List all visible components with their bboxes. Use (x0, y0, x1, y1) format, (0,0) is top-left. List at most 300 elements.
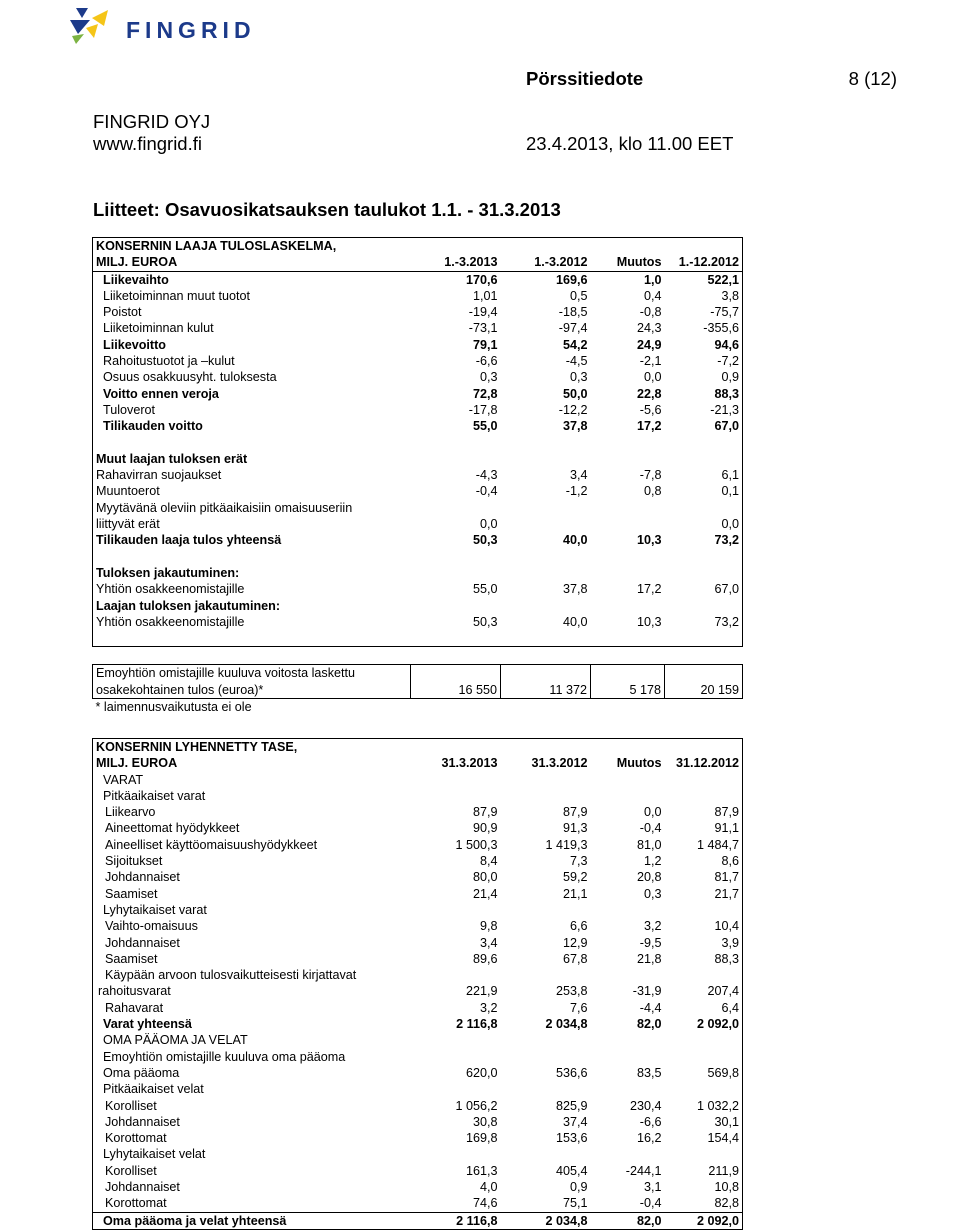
balance-row-label: Saamiset (105, 886, 158, 901)
balance-row-label: Rahavarat (105, 1000, 164, 1015)
income-row (93, 483, 743, 499)
balance-row-value: 1 484,7 (696, 837, 739, 852)
balance-row-value: 7,6 (569, 1000, 588, 1015)
income-col-header: 1.-3.2013 (444, 255, 498, 270)
balance-row-value: 230,4 (629, 1098, 662, 1113)
eps-table (92, 664, 743, 716)
balance-row-label: Oma pääoma ja velat yhteensä (93, 1212, 411, 1229)
balance-row (93, 1000, 743, 1016)
balance-row-value (411, 967, 501, 983)
income-row-label: Rahoitustuotot ja –kulut (103, 354, 235, 369)
income-row (93, 532, 743, 548)
income-row-label: Rahavirran suojaukset (96, 468, 222, 483)
balance-row (93, 1130, 743, 1146)
balance-row-value: 87,9 (714, 805, 739, 820)
income-row-label: Voitto ennen veroja (103, 386, 219, 401)
balance-row (93, 902, 743, 918)
income-row-label: Poistot (103, 305, 142, 320)
eps-value: 11 372 (501, 682, 591, 699)
income-row-value: 0,8 (643, 484, 662, 499)
balance-row-label: Liikearvo (105, 805, 156, 820)
income-row-value: -75,7 (710, 305, 739, 320)
balance-row-value (411, 1032, 501, 1048)
income-row-value: 55,0 (472, 419, 498, 434)
income-row-value (501, 549, 591, 565)
income-row-value (411, 500, 501, 516)
balance-row-value: 10,4 (714, 919, 739, 934)
income-row-value: 522,1 (665, 271, 743, 288)
income-row-value: 0,3 (479, 370, 498, 385)
balance-row (93, 788, 743, 804)
income-title-line2: MILJ. EUROA (96, 255, 178, 270)
income-row-value (411, 435, 501, 451)
release-datetime: 23.4.2013, klo 11.00 EET (526, 133, 734, 154)
income-row (93, 581, 743, 597)
balance-row-value (501, 1081, 591, 1097)
income-row-value (501, 598, 591, 614)
balance-row-value: 154,4 (707, 1131, 739, 1146)
balance-row-value: 161,3 (465, 1163, 498, 1178)
income-row-value: 37,8 (562, 582, 588, 597)
balance-row-value (411, 902, 501, 918)
balance-row-value (411, 1146, 501, 1162)
income-row (93, 337, 743, 353)
balance-row-value: 91,1 (714, 821, 739, 836)
income-row-value (591, 516, 665, 532)
balance-row (93, 886, 743, 902)
income-row (93, 271, 743, 288)
income-row-value: 50,3 (472, 614, 498, 629)
eps-value: 20 159 (665, 682, 743, 699)
income-row (93, 320, 743, 336)
balance-row-value: 30,8 (472, 1114, 498, 1129)
income-row-label (93, 630, 411, 647)
balance-row-value: -6,6 (639, 1114, 662, 1129)
income-row-value (665, 451, 743, 467)
balance-row-value (501, 1032, 591, 1048)
balance-row-value: 8,4 (479, 854, 498, 869)
income-row-value (411, 630, 501, 647)
balance-row-value: 536,6 (555, 1065, 588, 1080)
income-row-value: 22,8 (636, 386, 662, 401)
balance-row-value: 12,9 (562, 935, 588, 950)
balance-row-label: Vaihto-omaisuus (105, 919, 198, 934)
income-row-value: 73,2 (714, 614, 739, 629)
balance-row-value (591, 967, 665, 983)
balance-row-value: 9,8 (479, 919, 498, 934)
balance-row-value: 1 419,3 (545, 837, 588, 852)
income-row-value: 40,0 (562, 614, 588, 629)
income-row-label: Tilikauden voitto (103, 419, 203, 434)
balance-row (93, 820, 743, 836)
balance-row (93, 1016, 743, 1032)
balance-row-value: 16,2 (636, 1131, 662, 1146)
balance-row-value: 81,7 (714, 870, 739, 885)
balance-row-value: -0,4 (639, 1196, 662, 1211)
balance-row-value: 2 034,8 (501, 1212, 591, 1229)
income-row (93, 304, 743, 320)
balance-row-value: 59,2 (562, 870, 588, 885)
balance-row-value: 6,4 (721, 1000, 739, 1015)
income-row (93, 630, 743, 647)
balance-row-value: 88,3 (714, 951, 739, 966)
balance-row-value: 20,8 (636, 870, 662, 885)
balance-row-value: 2 116,8 (411, 1212, 501, 1229)
balance-row (93, 935, 743, 951)
income-row (93, 402, 743, 418)
balance-row-value: 825,9 (555, 1098, 588, 1113)
income-title-line1: KONSERNIN LAAJA TULOSLASKELMA, (96, 239, 337, 253)
balance-row-label: Korottomat (105, 1196, 167, 1211)
income-row-value: 3,4 (569, 468, 588, 483)
income-row-value: -2,1 (639, 354, 662, 369)
income-row-value: 40,0 (562, 533, 588, 548)
balance-row-label: OMA PÄÄOMA JA VELAT (103, 1033, 248, 1048)
balance-row (93, 804, 743, 820)
income-row-label: Liikevoitto (103, 337, 166, 352)
balance-row-label: Korolliset (105, 1163, 157, 1178)
income-row-value: 17,2 (636, 419, 662, 434)
income-row (93, 500, 743, 516)
income-row-value: 73,2 (714, 533, 739, 548)
balance-row (93, 1065, 743, 1081)
eps-value: 5 178 (591, 682, 665, 699)
balance-row-label: Johdannaiset (105, 1114, 180, 1129)
income-row-value: 10,3 (636, 533, 662, 548)
balance-row-value: 620,0 (465, 1065, 498, 1080)
balance-row-value: 82,8 (714, 1196, 739, 1211)
balance-row-value: 3,4 (479, 935, 498, 950)
income-row-value: 0,9 (721, 370, 739, 385)
balance-row-value: 253,8 (555, 984, 588, 999)
income-row-value: 88,3 (714, 386, 739, 401)
balance-title-line2: MILJ. EUROA (96, 756, 178, 771)
eps-footnote: * laimennusvaikutusta ei ole (95, 700, 252, 714)
balance-row (93, 983, 743, 999)
income-row-label: Yhtiön osakkeenomistajille (96, 614, 245, 629)
income-row-value: 169,6 (501, 271, 591, 288)
income-row-value (591, 565, 665, 581)
income-row (93, 516, 743, 532)
income-row-value (591, 598, 665, 614)
balance-row-value: 10,8 (714, 1180, 739, 1195)
balance-row (93, 951, 743, 967)
balance-row-label: Emoyhtiön omistajille kuuluva oma pääoma (103, 1049, 346, 1064)
balance-row-value: 37,4 (562, 1114, 588, 1129)
balance-row-value (411, 1049, 501, 1065)
balance-row-value: 0,9 (569, 1180, 588, 1195)
income-row-value (411, 565, 501, 581)
income-row (93, 369, 743, 385)
income-row (93, 614, 743, 630)
income-row-value: 1,0 (591, 271, 665, 288)
balance-row-value (665, 772, 743, 788)
income-row-value (591, 435, 665, 451)
balance-row-value: 1 056,2 (455, 1098, 498, 1113)
income-row-value: -19,4 (468, 305, 498, 320)
balance-row-value (591, 1081, 665, 1097)
balance-row-label: rahoitusvarat (98, 984, 171, 999)
income-row-label: Liikevaihto (93, 271, 411, 288)
income-row (93, 418, 743, 434)
income-row-value: -12,2 (558, 402, 588, 417)
income-row (93, 565, 743, 581)
income-row-value: 0,0 (479, 517, 498, 532)
balance-row-label: Johdannaiset (105, 870, 180, 885)
income-row-value (591, 630, 665, 647)
balance-row-value: 211,9 (708, 1163, 739, 1178)
income-row-value (501, 451, 591, 467)
income-row-value: 1,01 (472, 288, 498, 303)
balance-row-value (591, 1146, 665, 1162)
balance-row-value: 75,1 (562, 1196, 588, 1211)
balance-row-value: 67,8 (562, 951, 588, 966)
balance-row-value: 21,7 (714, 886, 739, 901)
balance-col-header: 31.12.2012 (675, 756, 739, 771)
balance-row-value (411, 788, 501, 804)
income-header-row (93, 254, 743, 271)
income-row-value: -1,2 (565, 484, 588, 499)
balance-row-value: 91,3 (562, 821, 588, 836)
balance-row-value: 1,2 (643, 854, 662, 869)
income-row-value: -5,6 (639, 402, 662, 417)
balance-row-value: 569,8 (707, 1065, 739, 1080)
income-row-value: 79,1 (472, 337, 498, 352)
balance-row-value: 4,0 (479, 1180, 498, 1195)
income-col-header: Muutos (616, 255, 662, 270)
income-row-label: Tuloksen jakautuminen: (96, 565, 240, 580)
balance-row-value: 153,6 (555, 1131, 588, 1146)
income-row-value: -355,6 (703, 321, 739, 336)
balance-row (93, 1032, 743, 1048)
income-col-header: 1.-3.2012 (534, 255, 588, 270)
balance-row-value (501, 902, 591, 918)
balance-row-value: 8,6 (721, 854, 739, 869)
income-row-label (93, 435, 411, 451)
income-row (93, 467, 743, 483)
balance-row-value: 6,6 (569, 919, 588, 934)
income-row-value: 37,8 (562, 419, 588, 434)
balance-row-label: Lyhytaikaiset velat (103, 1147, 206, 1162)
income-row-value: 0,5 (569, 288, 588, 303)
balance-row-value: 81,0 (636, 837, 662, 852)
balance-row-value: 87,9 (562, 805, 588, 820)
balance-row-value: 21,8 (636, 951, 662, 966)
fingrid-logo (68, 4, 308, 46)
balance-row-label: Lyhytaikaiset varat (103, 902, 207, 917)
balance-row-value: -0,4 (639, 821, 662, 836)
balance-row-value: 89,6 (472, 951, 498, 966)
income-row-value (501, 500, 591, 516)
balance-row-label: Johdannaiset (105, 1180, 180, 1195)
balance-sheet-table (92, 738, 743, 1230)
income-row-value: 3,8 (721, 288, 739, 303)
balance-row-value: 0,0 (643, 805, 662, 820)
income-row-label: Muuntoerot (96, 484, 160, 499)
income-row (93, 288, 743, 304)
income-row-value (501, 516, 591, 532)
income-row (93, 451, 743, 467)
section-title: Liitteet: Osavuosikatsauksen taulukot 1.1. - 31.3.2013 (93, 199, 561, 220)
balance-row-label: Käypään arvoon tulosvaikutteisesti kirjattavat (105, 968, 357, 983)
income-row-value: 94,6 (714, 337, 739, 352)
balance-row (93, 967, 743, 983)
logo-wordmark: FINGRID (126, 17, 256, 43)
income-row (93, 598, 743, 614)
income-row-label: Laajan tuloksen jakautuminen: (96, 598, 281, 613)
income-row-value: -4,5 (565, 354, 588, 369)
balance-row (93, 1212, 743, 1229)
balance-title-line1: KONSERNIN LYHENNETTY TASE, (96, 740, 298, 754)
income-statement-table (92, 237, 743, 647)
income-row-value (665, 500, 743, 516)
balance-row (93, 1146, 743, 1162)
income-row-value: 54,2 (562, 337, 588, 352)
income-row-value: 67,0 (714, 582, 739, 597)
balance-row (93, 918, 743, 934)
balance-row-value: 1 500,3 (455, 837, 498, 852)
balance-row-value (665, 788, 743, 804)
balance-row-label: Saamiset (105, 951, 158, 966)
income-row-value: 55,0 (472, 582, 498, 597)
balance-row (93, 1179, 743, 1195)
balance-row-value: 3,2 (479, 1000, 498, 1015)
balance-row-value (591, 902, 665, 918)
income-row-value: 24,9 (636, 337, 662, 352)
balance-row (93, 1081, 743, 1097)
balance-row-label: Pitkäaikaiset varat (103, 788, 206, 803)
income-row-label: Tilikauden laaja tulos yhteensä (96, 533, 282, 548)
balance-col-header: Muutos (616, 756, 662, 771)
balance-row-label: Korottomat (105, 1131, 167, 1146)
company-name: FINGRID OYJ (93, 111, 211, 132)
balance-row-label: VARAT (103, 772, 144, 787)
income-row-value (665, 565, 743, 581)
balance-row-value: 2 092,0 (696, 1017, 739, 1032)
income-row-value (591, 451, 665, 467)
balance-row (93, 772, 743, 788)
balance-row (93, 1098, 743, 1114)
balance-row-value: 3,9 (721, 935, 739, 950)
balance-row (93, 853, 743, 869)
income-row-value: -7,2 (717, 354, 739, 369)
balance-row-value: 83,5 (636, 1065, 662, 1080)
income-row-value (501, 630, 591, 647)
income-row-value (665, 598, 743, 614)
page-number: 8 (12) (848, 68, 897, 89)
income-row-value: 0,0 (643, 370, 662, 385)
balance-row-value: 82,0 (636, 1017, 662, 1032)
balance-row-value: -244,1 (625, 1163, 662, 1178)
income-row (93, 386, 743, 402)
eps-value: 16 550 (411, 682, 501, 699)
balance-row-value (501, 1049, 591, 1065)
balance-row-value (665, 1081, 743, 1097)
income-row-value (665, 630, 743, 647)
income-row-label: Tuloverot (103, 402, 156, 417)
balance-col-header: 31.3.2012 (531, 756, 588, 771)
balance-row-value: 1 032,2 (696, 1098, 739, 1113)
balance-row-value: -9,5 (639, 935, 662, 950)
income-row-value: 0,1 (721, 484, 739, 499)
balance-row-label: Pitkäaikaiset velat (103, 1082, 204, 1097)
balance-row-value: 3,1 (643, 1180, 662, 1195)
balance-row (93, 1114, 743, 1130)
income-row-value: 24,3 (636, 321, 662, 336)
balance-row-label: Oma pääoma (103, 1065, 180, 1080)
income-row-value: -4,3 (475, 468, 498, 483)
balance-row-value: 21,1 (562, 886, 588, 901)
balance-row (93, 1163, 743, 1179)
income-row-value: 0,4 (643, 288, 662, 303)
balance-row-value (591, 772, 665, 788)
balance-row-value: 30,1 (714, 1114, 739, 1129)
balance-row (93, 837, 743, 853)
balance-row-label: Varat yhteensä (103, 1017, 192, 1032)
website: www.fingrid.fi (93, 133, 202, 154)
income-row-value: -0,8 (639, 305, 662, 320)
balance-row-value: 74,6 (472, 1196, 498, 1211)
income-row-value: 170,6 (411, 271, 501, 288)
income-row-value: 0,3 (569, 370, 588, 385)
balance-row-value: 80,0 (472, 870, 498, 885)
balance-row-value (501, 967, 591, 983)
income-row-label (93, 549, 411, 565)
income-row-value (501, 435, 591, 451)
balance-row-label: Johdannaiset (105, 935, 180, 950)
balance-row-value: 207,4 (707, 984, 739, 999)
balance-row-value: 21,4 (472, 886, 498, 901)
income-row-value (501, 565, 591, 581)
balance-row-value: -4,4 (639, 1000, 662, 1015)
balance-row-value (665, 1032, 743, 1048)
balance-row-value: 2 116,8 (456, 1017, 498, 1032)
income-title-row (93, 238, 743, 255)
balance-row-value: 82,0 (591, 1212, 665, 1229)
income-row-value: 0,0 (721, 517, 739, 532)
balance-row-value (591, 788, 665, 804)
balance-row-value (665, 902, 743, 918)
press-release-title: Pörssitiedote (526, 68, 644, 89)
income-row-value: 10,3 (636, 614, 662, 629)
income-row-value: 17,2 (636, 582, 662, 597)
income-row-label: liittyvät erät (96, 517, 160, 532)
income-row-value (411, 549, 501, 565)
balance-row-value: 405,4 (555, 1163, 588, 1178)
income-row-value: 50,0 (562, 386, 588, 401)
balance-row-value (411, 1081, 501, 1097)
balance-row-value: 2 034,8 (545, 1017, 588, 1032)
income-row-value (591, 549, 665, 565)
balance-row (93, 869, 743, 885)
income-row-label: Osuus osakkuusyht. tuloksesta (103, 370, 277, 385)
balance-row-label: Sijoitukset (105, 854, 163, 869)
balance-row-value (411, 772, 501, 788)
income-row-value: -6,6 (475, 354, 498, 369)
eps-label-line2: osakekohtainen tulos (euroa)* (93, 682, 411, 699)
balance-row-label: Korolliset (105, 1098, 157, 1113)
balance-row-value: 0,3 (643, 886, 662, 901)
income-row-value: -7,8 (639, 468, 662, 483)
income-row-value: -0,4 (475, 484, 498, 499)
balance-row-value (665, 1146, 743, 1162)
income-row-value: -73,1 (468, 321, 498, 336)
income-row-label: Liiketoiminnan kulut (103, 321, 214, 336)
income-row-value (411, 598, 501, 614)
balance-row-value: 90,9 (472, 821, 498, 836)
income-row (93, 549, 743, 565)
balance-col-header: 31.3.2013 (441, 756, 498, 771)
